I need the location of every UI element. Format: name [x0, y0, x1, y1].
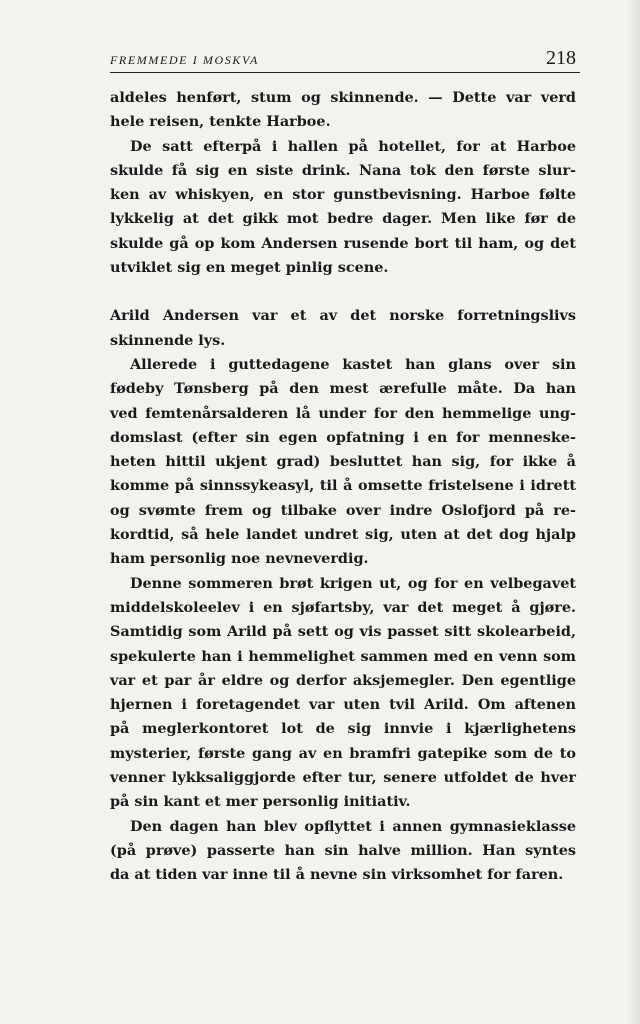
text-line: på sin kant et mer personlig initiativ. [110, 793, 411, 811]
text-line: komme på sinnssykeasyl, til å omsette fristelsene i idrett [110, 477, 576, 495]
text-line: var et par år eldre og derfor aksjemegler. Den egentlige [110, 671, 576, 689]
paragraph [110, 353, 576, 572]
text-line: skulde få sig en siste drink. Nana tok den første slur- [110, 161, 576, 179]
text-line: hele reisen, tenkte Harboe. [110, 113, 331, 131]
text-line: ved femtenårsalderen lå under for den hemmelige ung- [110, 404, 576, 422]
text-line: Allerede i guttedagene kastet han glans over sin [130, 355, 576, 373]
text-line: (på prøve) passerte han sin halve million. Han syntes [110, 841, 576, 859]
text-line: ham personlig noe nevneverdig. [110, 550, 369, 568]
paragraph [110, 304, 576, 353]
page-header [110, 47, 580, 73]
paragraph [110, 86, 576, 135]
text-line: ken av whiskyen, en stor gunstbevisning. Harboe følte [110, 186, 576, 204]
paragraph-gap [110, 280, 576, 304]
text-line: hjernen i foretagendet var uten tvil Arild. Om aftenen [110, 696, 576, 714]
text-line: spekulerte han i hemmelighet sammen med en venn som [110, 647, 576, 665]
text-line: middelskoleelev i en sjøfartsby, var det meget å gjøre. [110, 598, 576, 616]
paragraph [110, 572, 576, 815]
text-line: og svømte frem og tilbake over indre Oslofjord på re- [110, 501, 576, 519]
text-line: da at tiden var inne til å nevne sin virksomhet for faren. [110, 866, 564, 884]
text-line: aldeles henført, stum og skinnende. — Dette var verd [110, 89, 576, 106]
page-number: 218 [546, 47, 576, 69]
text-line: mysterier, første gang av en bramfri gatepike som de to [110, 744, 576, 762]
text-line: De satt efterpå i hallen på hotellet, for at Harboe [130, 137, 576, 155]
header-rule [110, 72, 580, 73]
text-line: skinnende lys. [110, 331, 226, 349]
text-line: skulde gå op kom Andersen rusende bort til ham, og det [110, 234, 576, 252]
text-line: fødeby Tønsberg på den mest ærefulle måte. Da han [110, 380, 576, 398]
paragraph [110, 815, 576, 888]
text-line: lykkelig at det gikk mot bedre dager. Men like før de [110, 210, 576, 228]
text-line: utviklet sig en meget pinlig scene. [110, 259, 389, 277]
text-line: Arild Andersen var et av det norske forretningslivs [110, 307, 576, 325]
text-line: heten hittil ukjent grad) besluttet han sig, for ikke å [110, 453, 576, 471]
text-line: kordtid, så hele landet undret sig, uten at det dog hjalp [110, 526, 576, 544]
text-line: Samtidig som Arild på sett og vis passet sitt skolearbeid, [110, 623, 576, 641]
page-edge-shadow [626, 0, 640, 1024]
running-head: FREMMEDE I MOSKVA [110, 53, 259, 67]
text-line: venner lykksaliggjorde efter tur, senere utfoldet de hver [110, 769, 576, 787]
text-line: Denne sommeren brøt krigen ut, og for en velbegavet [130, 574, 576, 592]
text-line: på meglerkontoret lot de sig innvie i kjærlighetens [110, 720, 576, 738]
text-line: Den dagen han blev opflyttet i annen gymnasieklasse [130, 817, 576, 835]
text-line: domslast (efter sin egen opfatning i en for menneske- [110, 428, 576, 446]
paragraph [110, 135, 576, 281]
body-text [110, 86, 576, 888]
